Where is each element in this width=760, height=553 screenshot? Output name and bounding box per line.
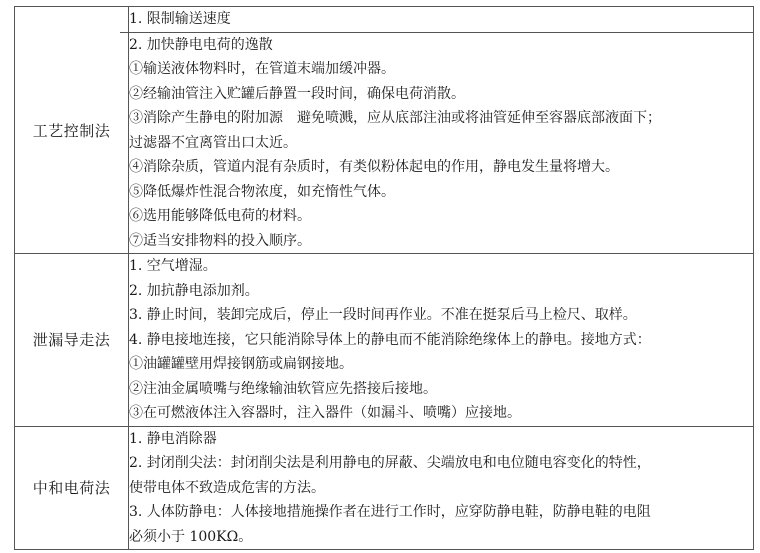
content-line: ②经输油管注入贮罐后静置一段时间，确保电荷消散。 bbox=[129, 85, 465, 102]
content-line: 3. 人体防静电：人体接地措施操作者在进行工作时，应穿防静电鞋，防静电鞋的电阻 bbox=[129, 504, 651, 520]
content-line: ①输送液体物料时，在管道末端加缓冲器。 bbox=[129, 61, 395, 77]
content-line: ⑤降低爆炸性混合物浓度，如充惰性气体。 bbox=[129, 183, 395, 200]
content-line: 2. 封闭削尖法：封闭削尖法是利用静电的屏蔽、尖端放电和电位随电容变化的特性， bbox=[129, 455, 651, 471]
content-line: ③消除产生静电的附加源 避免喷溅，应从底部注油或将油管延伸至容器底部液面下； bbox=[129, 110, 661, 126]
content-line: 过滤器不宜离管出口太近。 bbox=[129, 134, 297, 151]
static-electricity-control-table bbox=[14, 6, 754, 550]
content-cell bbox=[129, 7, 754, 254]
content-line: ③在可燃液体注入容器时，注入器件（如漏斗、喷嘴）应接地。 bbox=[129, 405, 521, 421]
content-line: 4. 静电接地连接，它只能消除导体上的静电而不能消除绝缘体上的静电。接地方式： bbox=[129, 331, 651, 348]
content-line: 1. 空气增湿。 bbox=[129, 258, 217, 274]
content-cell bbox=[129, 254, 754, 427]
document-frame bbox=[14, 6, 754, 550]
content-line: ②注油金属喷嘴与绝缘输油软管应先搭接后接地。 bbox=[129, 380, 437, 397]
table-row-process-control bbox=[15, 7, 754, 254]
content-line: 2. 加快静电电荷的逸散 bbox=[129, 36, 273, 53]
content-cell bbox=[129, 426, 754, 550]
content-line: 1. 静电消除器 bbox=[129, 430, 217, 447]
content-line: 1. 限制输送速度 bbox=[129, 11, 231, 27]
content-line: 2. 加抗静电添加剂。 bbox=[129, 282, 259, 299]
content-line: 必须小于 100KΩ。 bbox=[129, 528, 253, 545]
method-cell: 泄漏导走法 bbox=[15, 254, 129, 427]
table-row-leakage-grounding bbox=[15, 254, 754, 427]
content-line: ①油罐罐壁用焊接钢筋或扁钢接地。 bbox=[129, 356, 353, 372]
method-cell: 中和电荷法 bbox=[15, 426, 129, 550]
sub-block-charge-dissipation bbox=[120, 32, 753, 254]
content-line: 使带电体不致造成危害的方法。 bbox=[129, 479, 325, 496]
content-line: 3. 静止时间，装卸完成后，停止一段时间再作业。不准在挺泵后马上检尺、取样。 bbox=[129, 307, 637, 323]
content-line: ⑥选用能够降低电荷的材料。 bbox=[129, 208, 311, 224]
method-cell: 工艺控制法 bbox=[15, 7, 129, 254]
content-line: ⑦适当安排物料的投入顺序。 bbox=[129, 232, 311, 249]
content-line: ④消除杂质，管道内混有杂质时，有类似粉体起电的作用，静电发生量将增大。 bbox=[129, 159, 619, 175]
table-row-charge-neutralization bbox=[15, 426, 754, 550]
